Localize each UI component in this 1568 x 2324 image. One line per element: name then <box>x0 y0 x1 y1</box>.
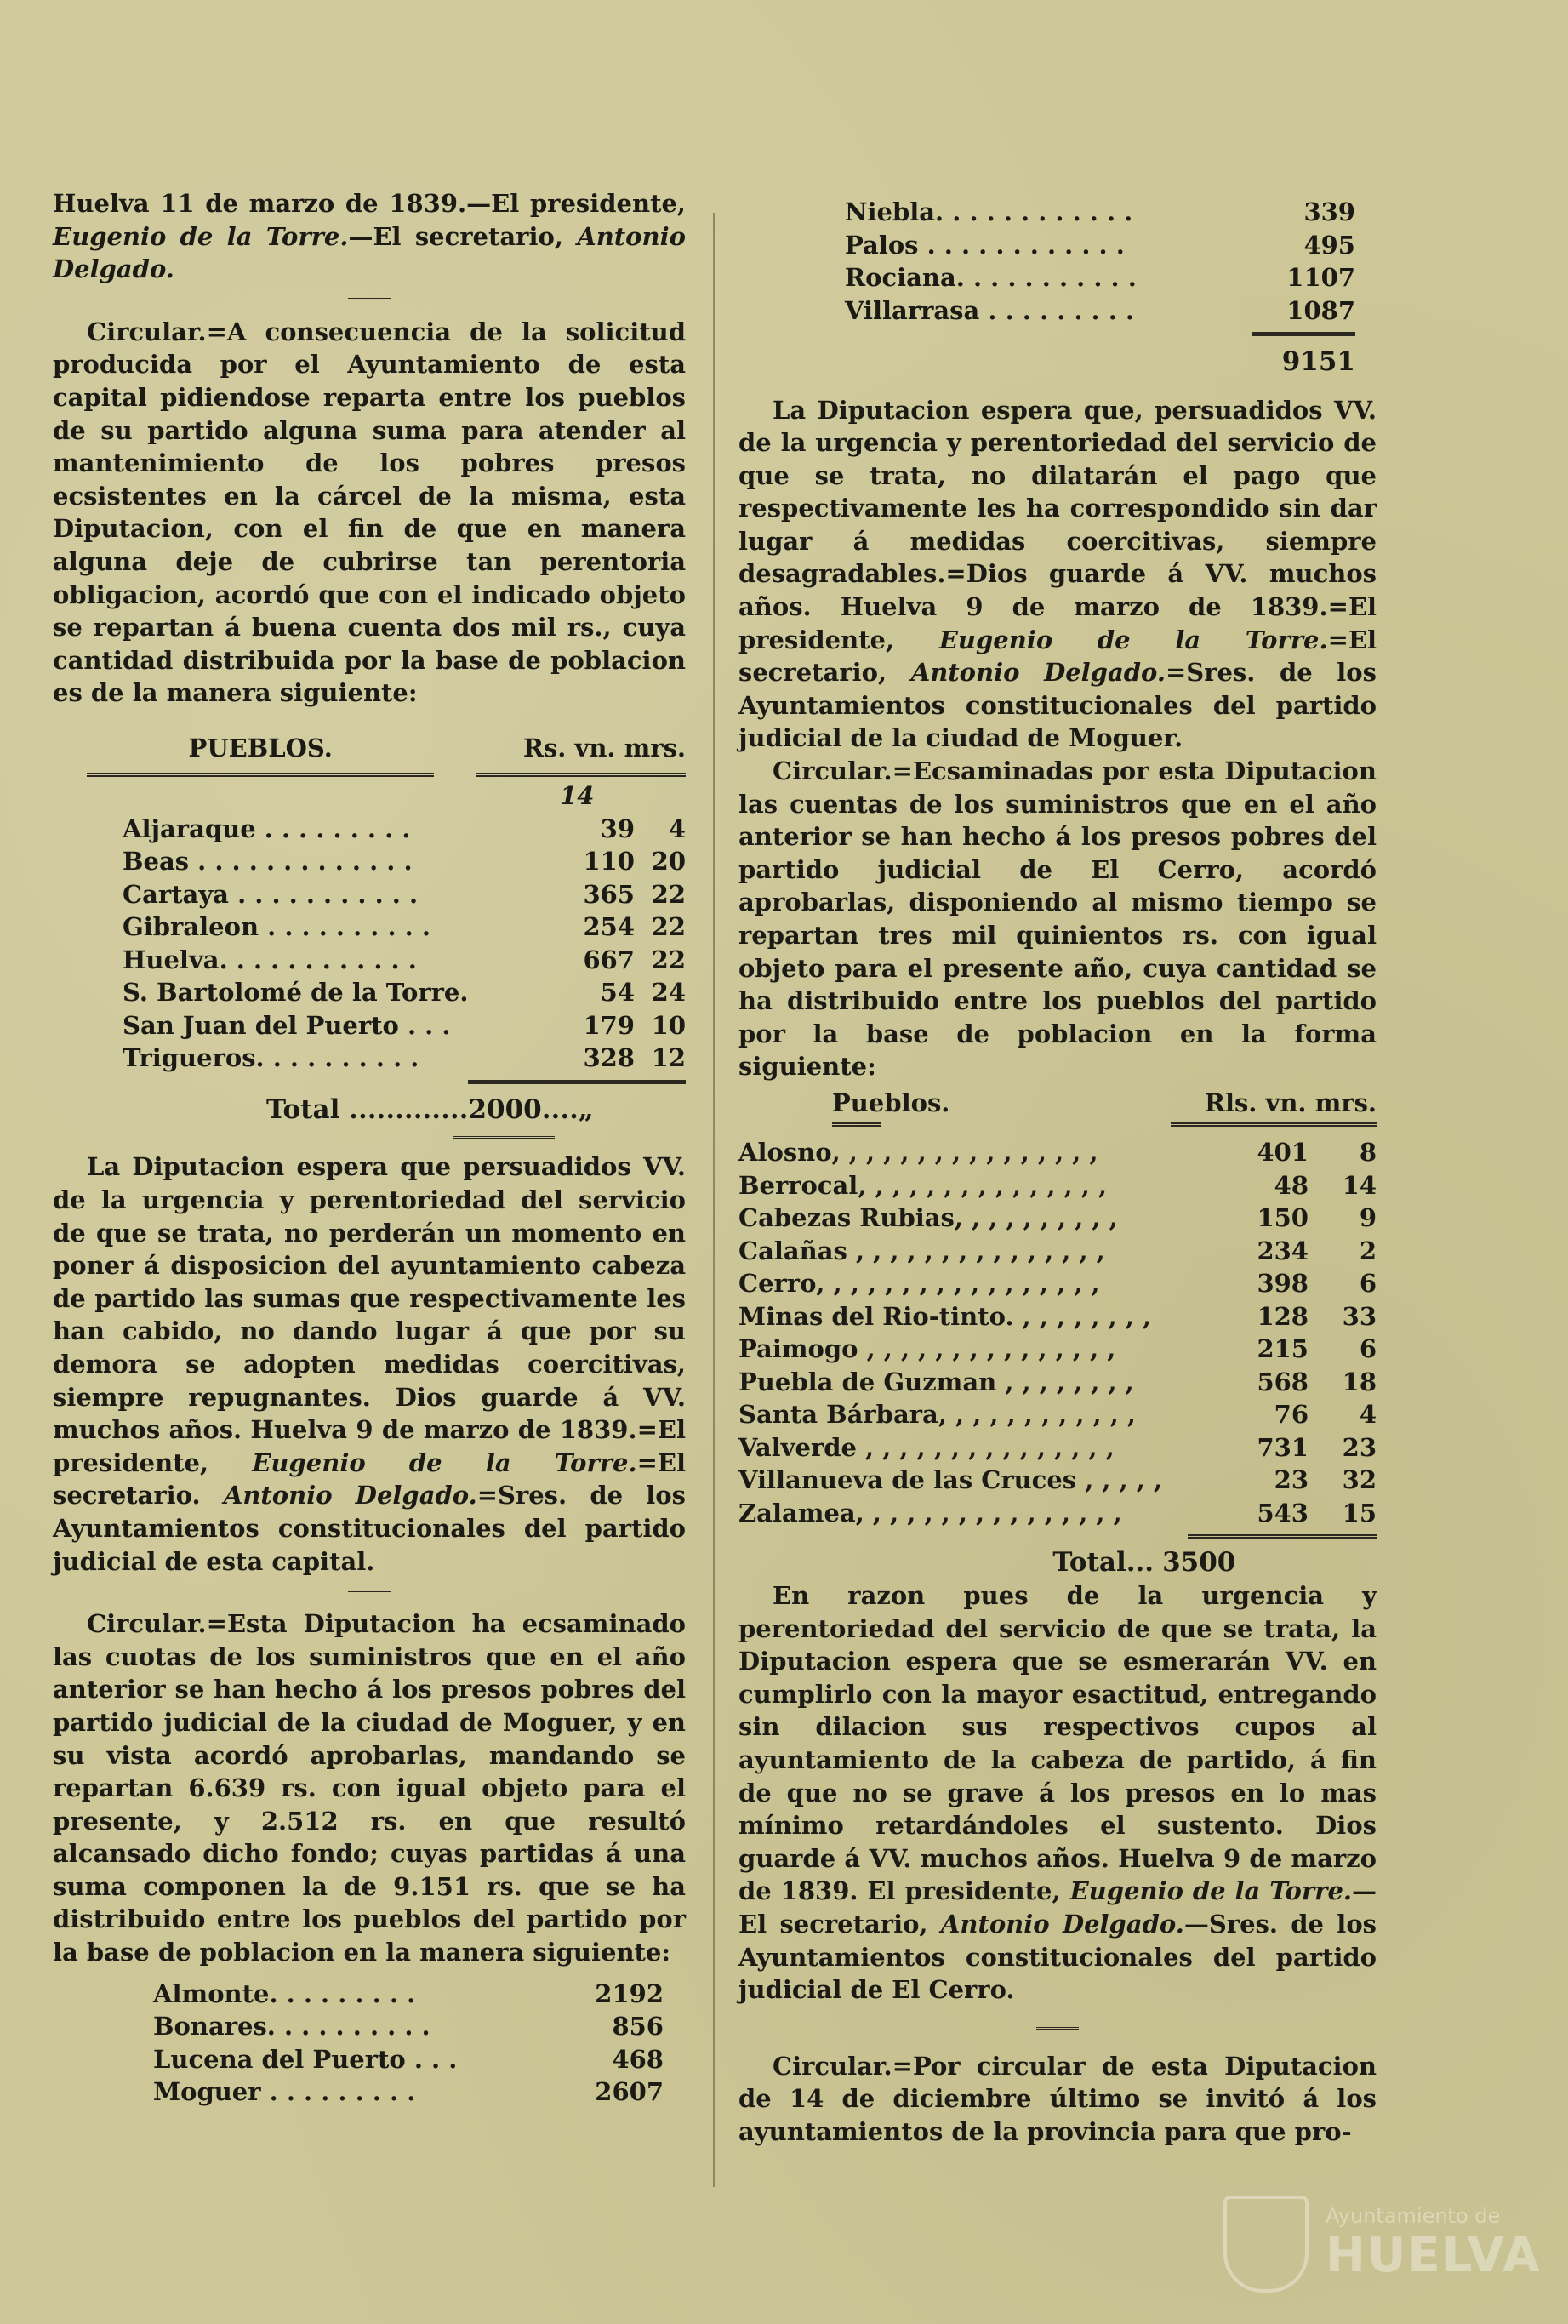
pueblo-name: Moguer . . . . . . . . . <box>153 2077 416 2107</box>
president-name: Eugenio de la Torre. <box>1069 1876 1352 1906</box>
mrs-value: 24 <box>651 978 686 1008</box>
total-value: 2000....„ <box>468 1093 594 1125</box>
table-row <box>845 294 1355 328</box>
mrs-value: 23 <box>1342 1432 1377 1462</box>
pueblo-name: Rociana. . . . . . . . . . . <box>845 263 1137 292</box>
paragraph-2 <box>53 1151 686 1578</box>
pueblo-name: San Juan del Puerto . . . <box>123 1010 451 1040</box>
rs-value: 39 <box>600 814 635 843</box>
amount-value: 2607 <box>595 2077 664 2107</box>
pueblo-name: Palos . . . . . . . . . . . . <box>845 230 1125 260</box>
secretary-name: Antonio Delgado. <box>940 1909 1184 1939</box>
pueblo-name: Lucena del Puerto . . . <box>153 2044 458 2074</box>
watermark-line-2: HUELVA <box>1326 2228 1542 2283</box>
table-row <box>738 1497 1377 1530</box>
table-total-rule <box>738 1529 1377 1546</box>
pueblo-name: Paimogo , , , , , , , , , , , , , , , <box>738 1334 1116 1364</box>
closing-text: Huelva 11 de marzo de 1839.—El presidente, <box>53 189 686 218</box>
pueblo-name: Calañas , , , , , , , , , , , , , , , <box>738 1236 1105 1265</box>
table-row <box>53 813 686 846</box>
rs-value: 568 <box>1257 1367 1309 1396</box>
pueblo-name: Villanueva de las Cruces , , , , , <box>738 1465 1163 1495</box>
table-row <box>738 1300 1377 1333</box>
column-divider <box>713 213 715 2187</box>
table-note-row <box>53 779 686 813</box>
mrs-value: 6 <box>1359 1269 1377 1299</box>
mrs-value: 32 <box>1342 1465 1377 1495</box>
table-row <box>153 2076 664 2109</box>
table-total-row <box>53 1093 686 1127</box>
table-row <box>738 1202 1377 1235</box>
total-value: 3500 <box>1162 1547 1236 1579</box>
right-column <box>738 196 1377 2148</box>
mrs-value: 10 <box>651 1010 686 1040</box>
table-header-rule <box>53 764 686 779</box>
amount-value: 495 <box>1303 230 1355 260</box>
rs-value: 365 <box>583 879 635 909</box>
table-row <box>153 2043 664 2076</box>
pueblo-name: Cabezas Rubias, , , , , , , , , , <box>738 1203 1118 1233</box>
pueblo-name: Bonares. . . . . . . . . . <box>153 2012 430 2041</box>
table-header-rule <box>738 1119 1377 1136</box>
section-separator <box>348 1590 391 1594</box>
mrs-value: 8 <box>1359 1138 1377 1168</box>
table-header-row <box>738 1087 1377 1120</box>
table-row <box>845 261 1355 294</box>
mrs-value: 22 <box>651 945 686 974</box>
paragraph-3-text-c: =Sres. de los Ayuntamientos constitucionales del partido judicial de la ciudad de Moguer. <box>738 658 1377 753</box>
table-row <box>53 845 686 878</box>
amount-value: 339 <box>1303 197 1355 226</box>
rs-value: 179 <box>583 1010 635 1040</box>
rs-value: 543 <box>1257 1498 1309 1527</box>
pueblo-name: Villarrasa . . . . . . . . . <box>845 295 1135 325</box>
section-separator <box>348 298 391 302</box>
paragraph-4-text-c: —Sres. de los Ayuntamientos constitucionales del partido judicial de El Cerro. <box>738 1909 1377 2005</box>
table-header-rs: Rls. vn. mrs. <box>1204 1088 1377 1117</box>
president-name: Eugenio de la Torre. <box>53 221 349 251</box>
pueblo-name: Berrocal, , , , , , , , , , , , , , , <box>738 1170 1108 1200</box>
mrs-value: 4 <box>1359 1400 1377 1430</box>
pueblo-name: Puebla de Guzman , , , , , , , , <box>738 1367 1134 1396</box>
paragraph-2-text-b: =El secretario. <box>53 1448 686 1510</box>
table-row <box>153 1978 664 2011</box>
pueblo-name: Cerro, , , , , , , , , , , , , , , , , <box>738 1269 1100 1299</box>
pueblo-name: Alosno, , , , , , , , , , , , , , , , <box>738 1138 1098 1168</box>
rs-value: 215 <box>1257 1334 1309 1364</box>
circular-1-text: Circular.=A consecuencia de la solicitud producida por el Ayuntamiento de esta capital pidiendose reparta entre los pueblos de su partido alguna suma para atender al mantenimiento de los pobres presos ecsistentes en la cárcel de la misma, esta Diputacion, con el fin de que en manera alguna deje de cubrirse tan perentoria obligacion, acordó que con el indicado objeto se repartan á buena cuenta dos mil rs., cuya cantidad distribuida por la base de poblacion es de la manera siguiente: <box>53 317 686 708</box>
rs-value: 48 <box>1274 1170 1309 1200</box>
table-row <box>738 1136 1377 1169</box>
table-row <box>738 1267 1377 1300</box>
table-row <box>153 2010 664 2043</box>
circular-3-text: Circular.=Ecsaminadas por esta Diputacion las cuentas de los suministros que en el año anterior se han hecho á los presos pobres del partido judicial de El Cerro, acordó aprobarlas, disponiendo al mismo tiempo se repartan tres mil quinientos rs. con igual objeto para el presente año, cuya cantidad se ha distribuido entre los pueblos del partido por la base de poblacion en la forma siguiente: <box>738 757 1377 1082</box>
pueblo-name: Gibraleon . . . . . . . . . . <box>123 912 430 942</box>
table-header-rs: Rs. vn. mrs. <box>522 733 686 762</box>
rs-value: 76 <box>1274 1400 1309 1430</box>
rs-value: 234 <box>1257 1236 1309 1265</box>
watermark-line-1: Ayuntamiento de <box>1326 2204 1501 2228</box>
secretary-name: Antonio Delgado. <box>910 658 1166 688</box>
total-label: Total... <box>1052 1547 1155 1579</box>
rs-value: 54 <box>600 978 635 1008</box>
rs-value: 667 <box>583 945 635 974</box>
ayuntamiento-watermark <box>1223 2189 1542 2291</box>
table-row <box>53 944 686 977</box>
closing-paragraph <box>53 187 686 286</box>
section-separator <box>1036 2027 1079 2031</box>
table-row <box>845 229 1355 262</box>
total-label: Total ............. <box>265 1093 469 1125</box>
paragraph-3-text-b: =El secretario, <box>738 625 1377 688</box>
rs-value: 328 <box>583 1043 635 1073</box>
rs-value: 150 <box>1257 1203 1309 1233</box>
rs-value: 110 <box>583 847 635 876</box>
table-body <box>153 1978 664 2109</box>
rs-value: 254 <box>583 912 635 942</box>
paragraph-4 <box>738 1579 1377 2007</box>
amount-value: 1087 <box>1286 295 1355 325</box>
mrs-value: 4 <box>668 814 686 843</box>
table-header-row <box>53 732 686 765</box>
table-header-pueblos: PUEBLOS. <box>188 733 333 762</box>
pueblo-name: Huelva. . . . . . . . . . . . <box>123 945 417 974</box>
table-row <box>738 1235 1377 1268</box>
table-pueblos-cerro <box>738 1087 1377 1579</box>
table-total-row <box>845 345 1355 379</box>
table-body <box>845 196 1355 327</box>
mrs-value: 12 <box>651 1043 686 1073</box>
rs-value: 401 <box>1257 1138 1309 1168</box>
table-header-pueblos: Pueblos. <box>832 1088 950 1117</box>
table-row <box>738 1169 1377 1202</box>
amount-value: 468 <box>612 2044 664 2074</box>
table-total-rule <box>845 327 1355 345</box>
table-row <box>845 196 1355 229</box>
pueblo-name: Minas del Rio-tinto. , , , , , , , , <box>738 1301 1152 1331</box>
mrs-value: 33 <box>1342 1301 1377 1331</box>
circular-2-text: Circular.=Esta Diputacion ha ecsaminado las cuotas de los suministros que en el año anterior se han hecho á los presos pobres del partido judicial de la ciudad de Moguer, y en su vista acordó aprobarlas, mandando se repartan 6.639 rs. con igual objeto para el presente, y 2.512 rs. en que resultó alcansado dicho fondo; cuyas partidas á una suma componen la de 9.151 rs. que se ha distribuido entre los pueblos del partido por la base de poblacion en la manera siguiente: <box>53 1609 686 1967</box>
rs-value: 731 <box>1257 1432 1309 1462</box>
secretary-name: Antonio Delgado. <box>53 221 686 284</box>
table-row <box>53 1042 686 1075</box>
mrs-value: 15 <box>1342 1498 1377 1527</box>
paragraph-2-text-c: =Sres. de los Ayuntamientos constitucionales del partido judicial de esta capital. <box>53 1481 686 1576</box>
mrs-value: 14 <box>1342 1170 1377 1200</box>
pueblo-name: Valverde , , , , , , , , , , , , , , , <box>738 1432 1115 1462</box>
president-name: Eugenio de la Torre. <box>938 625 1328 654</box>
closing-text-b: —El secretario, <box>348 221 563 251</box>
secretary-name: Antonio Delgado. <box>223 1481 477 1510</box>
table-total-rule <box>53 1075 686 1093</box>
paragraph-4-text-b: —El secretario, <box>738 1876 1377 1939</box>
rs-value: 128 <box>1257 1301 1309 1331</box>
paragraph-3-text: La Diputacion espera que, persuadidos VV. de la urgencia y perentoriedad del servicio de que se trata, no dilatarán el pago que respectivamente les ha correspondido sin dar lugar á medidas coercitivas, siempre desagradables.=Dios guarde á VV. muchos años. Huelva 9 de marzo de 1839.=El presidente, <box>738 395 1377 654</box>
pueblo-name: S. Bartolomé de la Torre. <box>123 978 469 1008</box>
pueblo-name: Almonte. . . . . . . . . <box>153 1979 416 2008</box>
section-separator <box>453 1136 555 1140</box>
circular-4-text: Circular.=Por circular de esta Diputacion de 14 de diciembre último se invitó á los ayuntamientos de la provincia para que pro- <box>738 2051 1377 2146</box>
rs-value: 398 <box>1257 1269 1309 1299</box>
total-value: 9151 <box>1281 346 1355 377</box>
table-row <box>738 1398 1377 1431</box>
table-row <box>53 1009 686 1042</box>
table-row <box>53 878 686 911</box>
mrs-value: 18 <box>1342 1367 1377 1396</box>
table-handwritten-note: 14 <box>560 781 595 811</box>
pueblo-name: Aljaraque . . . . . . . . . <box>123 814 411 843</box>
mrs-value: 20 <box>651 847 686 876</box>
amount-value: 2192 <box>595 1979 664 2008</box>
rs-value: 23 <box>1274 1465 1309 1495</box>
mrs-value: 9 <box>1359 1203 1377 1233</box>
mrs-value: 2 <box>1359 1236 1377 1265</box>
table-row <box>738 1464 1377 1497</box>
pueblo-name: Trigueros. . . . . . . . . . <box>123 1043 419 1073</box>
table-body <box>738 1136 1377 1529</box>
table-row <box>738 1333 1377 1366</box>
paragraph-3 <box>738 394 1377 756</box>
pueblo-name: Zalamea, , , , , , , , , , , , , , , , <box>738 1498 1122 1527</box>
table-body <box>53 813 686 1075</box>
shield-icon <box>1223 2196 1309 2293</box>
pueblo-name: Cartaya . . . . . . . . . . . <box>123 879 419 909</box>
paragraph-4-text: En razon pues de la urgencia y perentoriedad del servicio de que se trata, la Diputacion espera que se esmerarán VV. en cumplirlo con la mayor esactitud, entregando sin dilacion sus respectivos cupos al ayuntamiento de la cabeza de partido, á fin de que no se grave á los presos en lo mas mínimo retardándoles el sustento. Dios guarde á VV. muchos años. Huelva 9 de marzo de 1839. El presidente, <box>738 1580 1377 1906</box>
president-name: Eugenio de la Torre. <box>252 1448 637 1477</box>
mrs-value: 22 <box>651 879 686 909</box>
pueblo-name: Beas . . . . . . . . . . . . . <box>123 847 413 876</box>
table-moguer-part1 <box>153 1978 664 2109</box>
table-total-row <box>738 1546 1377 1579</box>
table-moguer-part2 <box>845 196 1355 379</box>
amount-value: 1107 <box>1286 263 1355 292</box>
amount-value: 856 <box>612 2012 664 2041</box>
table-pueblos-capital <box>53 732 686 1127</box>
table-row <box>53 976 686 1009</box>
mrs-value: 6 <box>1359 1334 1377 1364</box>
table-row <box>738 1431 1377 1465</box>
table-row <box>53 911 686 944</box>
pueblo-name: Santa Bárbara, , , , , , , , , , , , <box>738 1400 1137 1430</box>
pueblo-name: Niebla. . . . . . . . . . . . <box>845 197 1133 226</box>
table-row <box>738 1366 1377 1399</box>
left-column <box>53 187 686 2109</box>
mrs-value: 22 <box>651 912 686 942</box>
paragraph-2-text: La Diputacion espera que persuadidos VV. de la urgencia y perentoriedad del servicio de que se trata, no perderán un momento en poner á disposicion del ayuntamiento cabeza de partido las sumas que respectivamente les han cabido, no dando lugar á que por su demora se adopten medidas coercitivas, siempre repugnantes. Dios guarde á VV. muchos años. Huelva 9 de marzo de 1839.=El presidente, <box>53 1152 686 1477</box>
